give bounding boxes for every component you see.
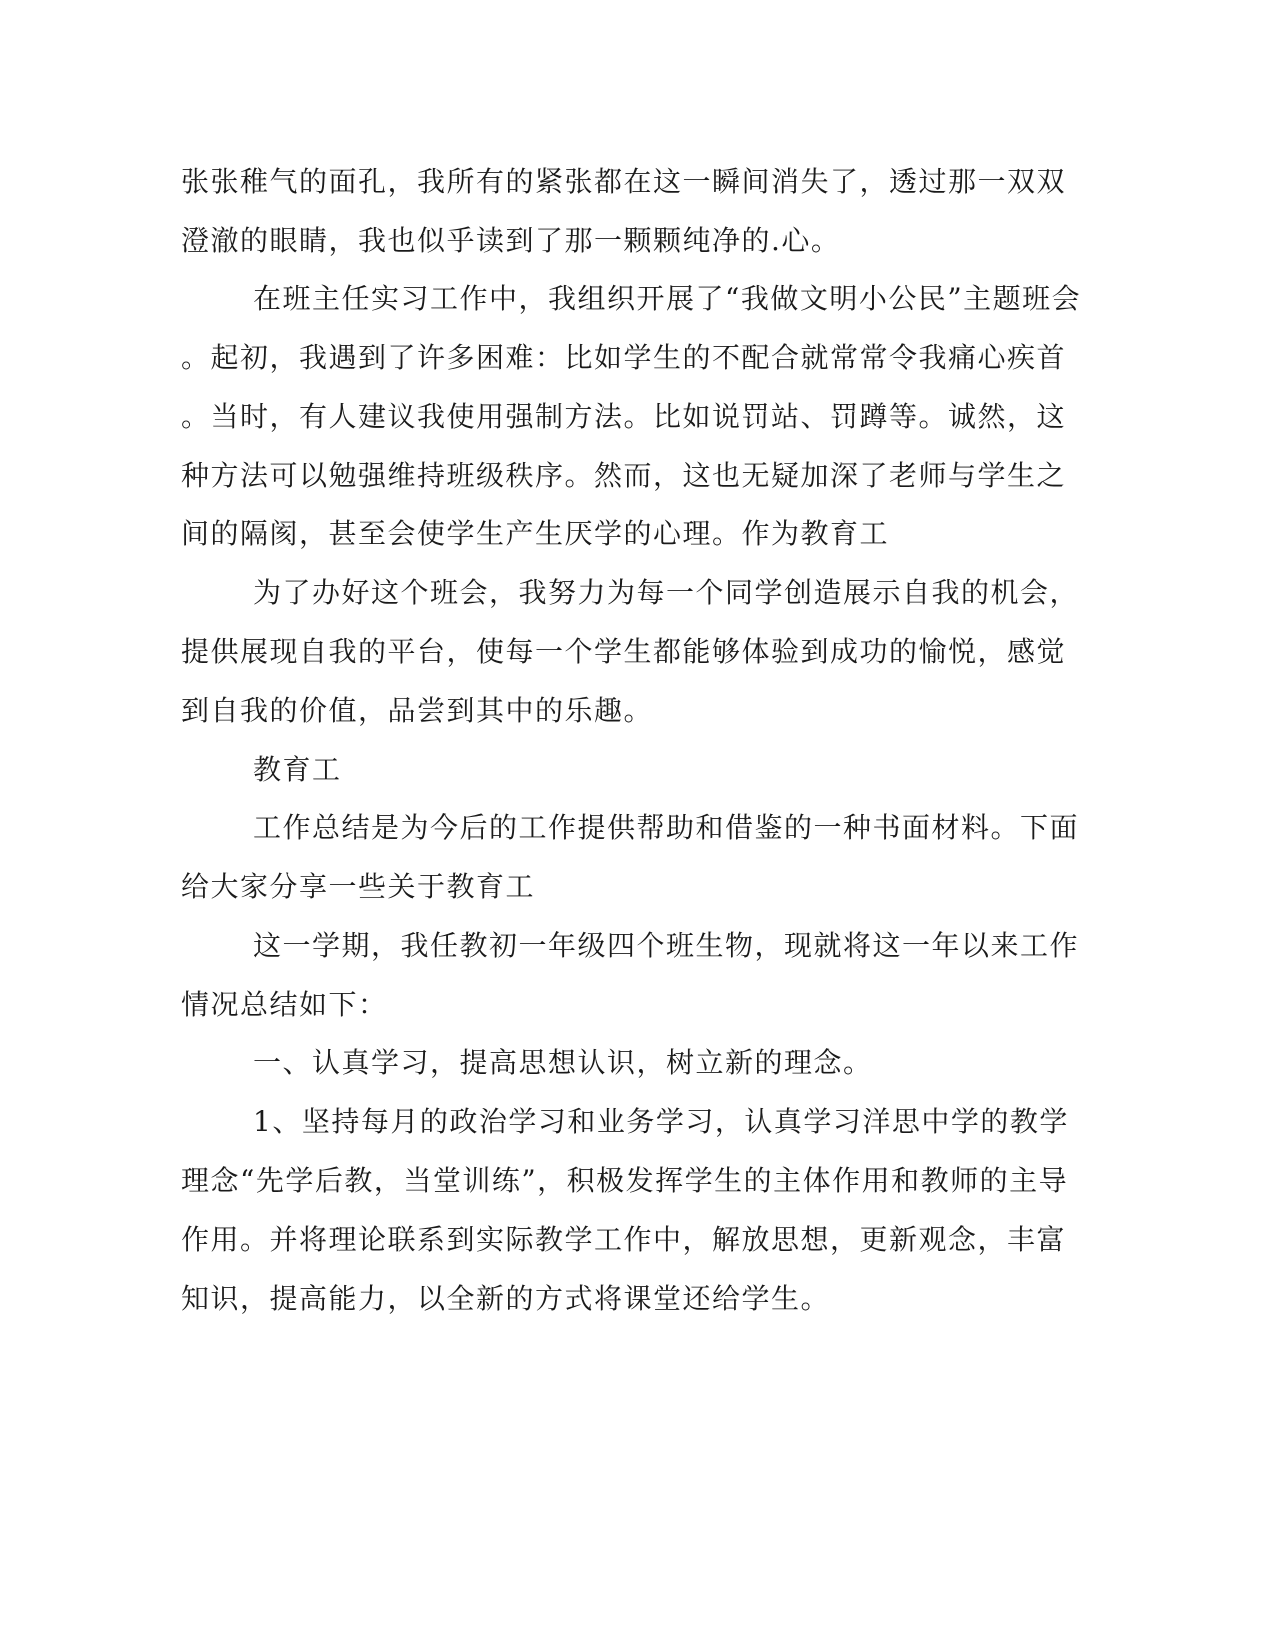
text-line: 张张稚气的面孔，我所有的紧张都在这一瞬间消失了，透过那一双双 [181, 165, 1067, 198]
text-line: 工作总结是为今后的工作提供帮助和借鉴的一种书面材料。下面 [253, 811, 1080, 844]
text-line: 为了办好这个班会，我努力为每一个同学创造展示自我的机会， [253, 576, 1080, 609]
text-line: 在班主任实习工作中，我组织开展了“我做文明小公民”主题班会 [253, 282, 1082, 315]
text-line: 知识，提高能力，以全新的方式将课堂还给学生。 [181, 1282, 831, 1315]
text-line: 种方法可以勉强维持班级秩序。然而，这也无疑加深了老师与学生之 [181, 459, 1067, 492]
text-line: 教育工 [253, 753, 342, 786]
text-line: 到自我的价值，品尝到其中的乐趣。 [181, 694, 654, 727]
text-line: 作用。并将理论联系到实际教学工作中，解放思想，更新观念，丰富 [181, 1223, 1067, 1256]
text-line: 间的隔阂，甚至会使学生产生厌学的心理。作为教育工 [181, 517, 890, 550]
text-line: 。起初，我遇到了许多困难：比如学生的不配合就常常令我痛心疾首 [181, 341, 1067, 374]
text-line: 1、坚持每月的政治学习和业务学习，认真学习洋思中学的教学 [253, 1105, 1069, 1138]
text-line: 给大家分享一些关于教育工 [181, 870, 536, 903]
text-line: 情况总结如下： [181, 988, 388, 1021]
text-line: 澄澈的眼睛，我也似乎读到了那一颗颗纯净的.心。 [181, 224, 841, 257]
text-line: 。当时，有人建议我使用强制方法。比如说罚站、罚蹲等。诚然，这 [181, 400, 1067, 433]
text-line: 理念“先学后教，当堂训练”，积极发挥学生的主体作用和教师的主导 [181, 1164, 1069, 1197]
text-line: 一、认真学习，提高思想认识，树立新的理念。 [253, 1046, 873, 1079]
text-line: 提供展现自我的平台，使每一个学生都能够体验到成功的愉悦，感觉 [181, 635, 1067, 668]
text-line: 这一学期，我任教初一年级四个班生物，现就将这一年以来工作 [253, 929, 1080, 962]
